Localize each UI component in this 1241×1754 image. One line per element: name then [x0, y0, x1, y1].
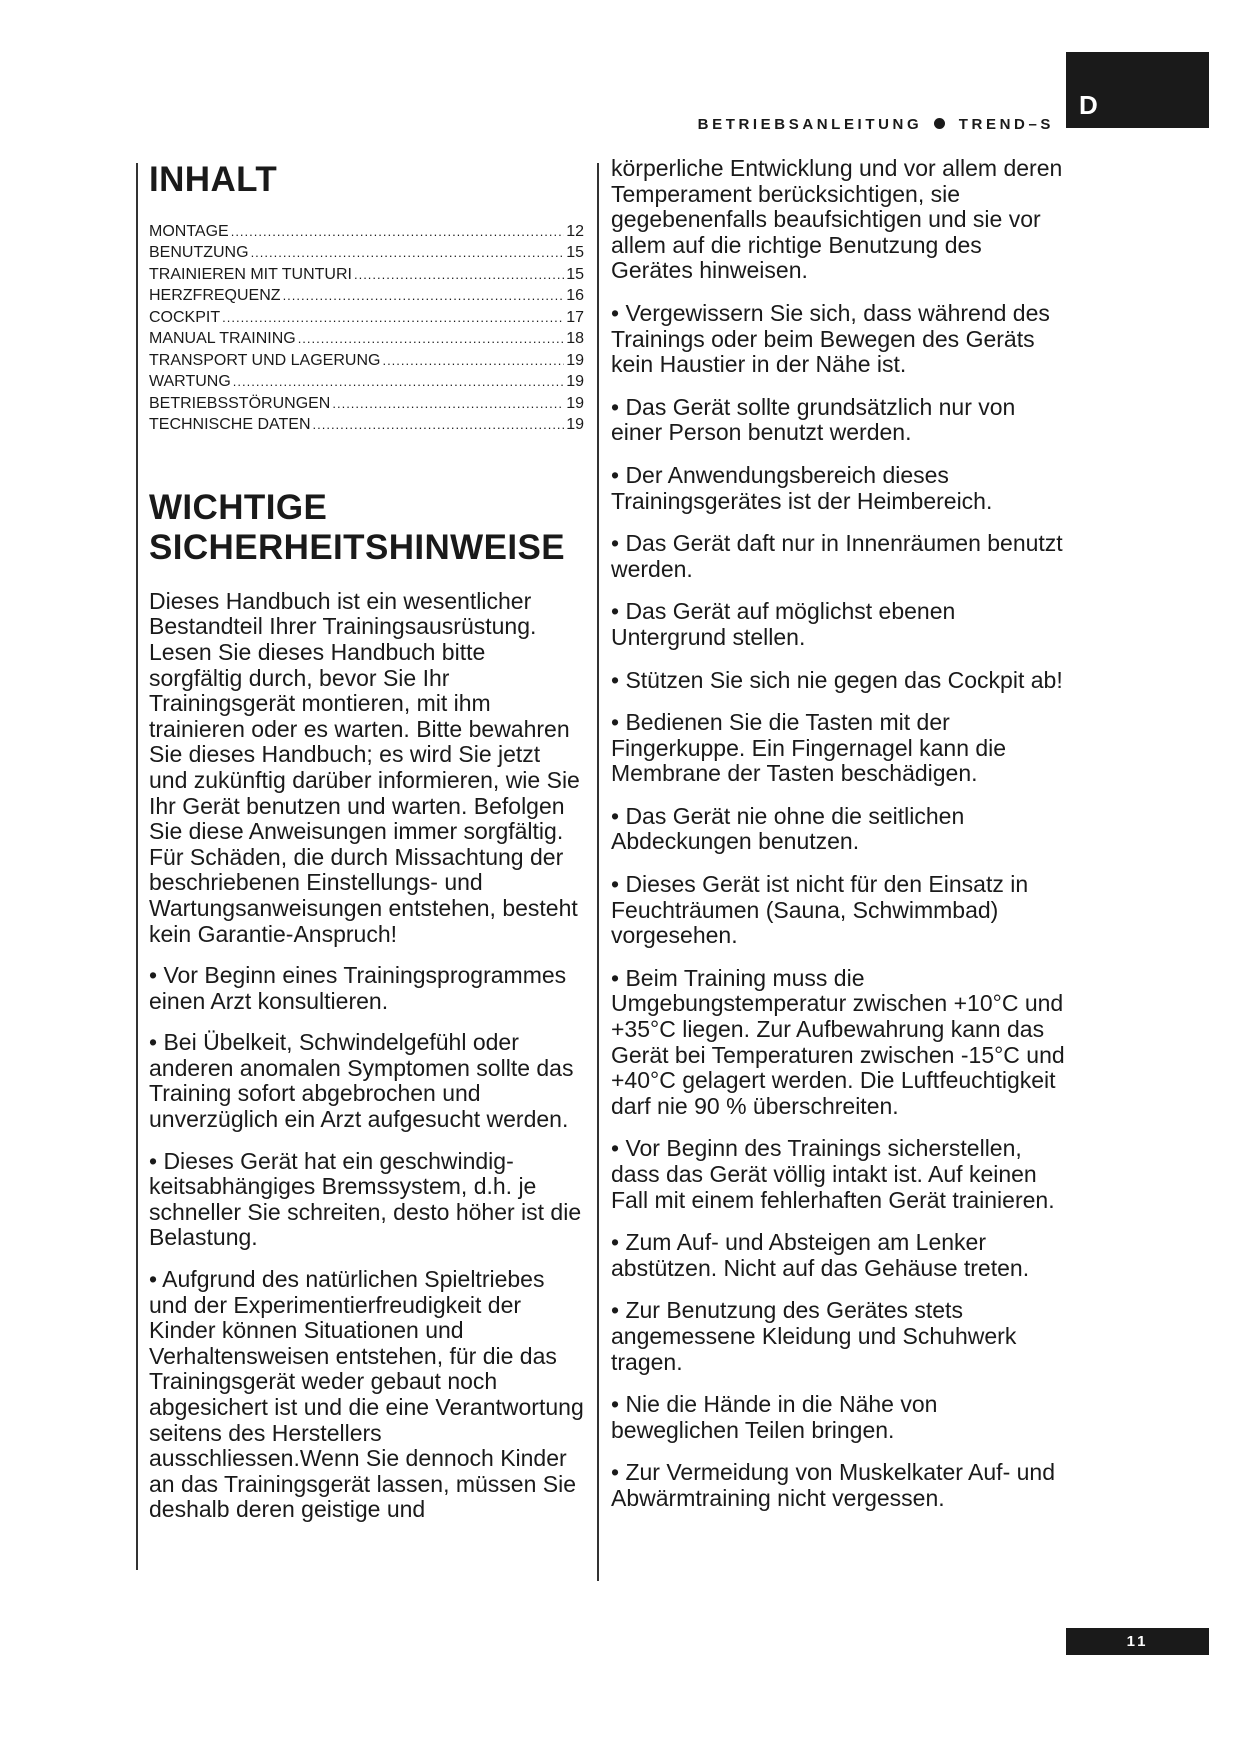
language-tab: D [1066, 52, 1209, 128]
safety-bullet: • Vergewissern Sie sich, dass während des Trainings oder beim Bewegen des Geräts kein Haustier in der Nähe ist. [611, 299, 1050, 378]
toc-entry [149, 414, 584, 436]
safety-title [149, 488, 584, 569]
left-column-rule [136, 163, 138, 1570]
toc-entry-label: BETRIEBSSTÖRUNGEN [149, 394, 331, 412]
toc-entry [149, 328, 584, 350]
toc-entry [149, 350, 584, 372]
toc-entry-label: TRANSPORT UND LAGERUNG [149, 351, 381, 369]
safety-bullet: • Aufgrund des natürlichen Spieltriebes und der Experimentierfreudigkeit der Kinder können Situationen und Verhaltensweisen entstehen, für die das Trainingsgerät weder gebaut noch abgesichert ist und die eine Verantwortung seitens des Herstellers ausschliessen.Wenn Sie dennoch Kinder an das Trainingsgerät lassen, müssen Sie deshalb deren geistige und [149, 1266, 584, 1523]
middle-column-rule [597, 163, 599, 1581]
running-header [698, 116, 1054, 133]
safety-bullet: • Das Gerät nie ohne die seitlichen Abdeckungen benutzen. [611, 802, 965, 855]
toc-entry-page: 19 [566, 351, 584, 369]
safety-bullet: • Das Gerät sollte grundsätzlich nur von einer Person benutzt werden. [611, 393, 1016, 446]
continuation-paragraph: körperliche Entwicklung und vor allem deren Temperament berücksichtigen, sie gegebenenfalls beaufsichtigen und sie vor allem auf die richtige Benutzung des Gerätes hinweisen. [611, 155, 1063, 284]
safety-bullet: • Vor Beginn eines Trainingsprogrammes einen Arzt konsultieren. [149, 962, 567, 1014]
toc-entry-label: MANUAL TRAINING [149, 330, 296, 348]
bullet-dot-icon [934, 118, 945, 129]
safety-bullet: • Dieses Gerät ist nicht für den Einsatz in Feuchträumen (Sauna, Schwimmbad) vorgesehen. [611, 871, 1029, 949]
toc-entry-label: HERZFREQUENZ [149, 287, 281, 305]
toc-entry-page: 19 [566, 373, 584, 391]
toc-entry-page: 12 [566, 222, 584, 240]
toc-title: INHALT [149, 160, 278, 199]
safety-bullet: • Zur Benutzung des Gerätes stets angemessene Kleidung und Schuhwerk tragen. [611, 1297, 1017, 1375]
safety-bullet: • Nie die Hände in die Nähe von beweglichen Teilen bringen. [611, 1391, 938, 1443]
toc-entry-page: 17 [566, 308, 584, 326]
toc-entry-page: 19 [566, 416, 584, 434]
toc-entry-page: 16 [566, 287, 584, 305]
toc-entry [149, 371, 584, 393]
safety-bullet: • Bei Übelkeit, Schwindelgefühl oder anderen anomalen Symptomen sollte das Training sofort abgebrochen und unverzüglich ein Arzt aufgesucht werden. [149, 1029, 574, 1133]
safety-bullet: • Das Gerät daft nur in Innenräumen benutzt werden. [611, 530, 1063, 582]
toc-entry-label: BENUTZUNG [149, 244, 249, 262]
safety-bullet: • Dieses Gerät hat ein geschwindig-keitsabhängiges Bremssystem, d.h. je schneller Sie schreiten, desto höher ist die Belastung. [149, 1147, 582, 1251]
safety-bullet: • Beim Training muss die Umgebungstemperatur zwischen +10°C und +35°C liegen. Zur Aufbewahrung kann das Gerät bei Temperaturen zwischen -15°C und +40°C gelagert werden. Die Luftfeuchtigkeit darf nie 90 % überschreiten. [611, 964, 1065, 1119]
toc-entry-label: TRAINIEREN MIT TUNTURI [149, 265, 352, 283]
safety-bullet: • Bedienen Sie die Tasten mit der Fingerkuppe. Ein Fingernagel kann die Membrane der Tasten beschädigen. [611, 709, 1007, 787]
toc-entry-label: WARTUNG [149, 373, 231, 391]
toc-entry [149, 307, 584, 329]
page-number: 11 [1066, 1628, 1209, 1655]
safety-bullet: • Vor Beginn des Trainings sicherstellen, dass das Gerät völlig intakt ist. Auf keinen Fall mit einem fehlerhaften Gerät trainieren. [611, 1135, 1055, 1213]
safety-title-line1: WICHTIGE [149, 487, 328, 527]
toc-entry-label: COCKPIT [149, 308, 221, 326]
toc-entry [149, 221, 584, 243]
header-manual-label: BETRIEBSANLEITUNG [697, 116, 923, 133]
right-column [611, 156, 1066, 1512]
safety-bullet: • Zur Vermeidung von Muskelkater Auf- und Abwärmtraining nicht vergessen. [611, 1459, 1055, 1511]
toc-entry [149, 264, 584, 286]
safety-title-line2: SICHERHEITSHINWEISE [149, 528, 565, 568]
safety-bullet: • Stützen Sie sich nie gegen das Cockpit ab! [611, 666, 1063, 693]
toc-entry-page: 19 [566, 394, 584, 412]
safety-bullet: • Das Gerät auf möglichst ebenen Untergrund stellen. [611, 598, 956, 650]
toc-entry-page: 15 [566, 244, 584, 262]
toc-entry [149, 285, 584, 307]
table-of-contents [149, 221, 584, 436]
toc-entry [149, 393, 584, 415]
header-model-label: TREND–S [958, 116, 1054, 133]
toc-entry [149, 242, 584, 264]
safety-bullet: • Der Anwendungsbereich dieses Trainingsgerätes ist der Heimbereich. [611, 461, 993, 514]
left-column [149, 160, 584, 1523]
toc-entry-label: TECHNISCHE DATEN [149, 416, 311, 434]
toc-entry-label: MONTAGE [149, 222, 229, 240]
safety-bullet: • Zum Auf- und Absteigen am Lenker abstützen. Nicht auf das Gehäuse treten. [611, 1229, 1030, 1281]
toc-entry-page: 18 [566, 330, 584, 348]
safety-intro-paragraph: Dieses Handbuch ist ein wesentlicher Bestandteil Ihrer Trainingsausrüstung. Lesen Sie dieses Handbuch bitte sorgfältig durch, bevor Sie Ihr Trainingsgerät montieren, mit ihm trainieren oder es warten. Bitte bewahren Sie dieses Handbuch; es wird Sie jetzt und zukünftig darüber informieren, wie Sie Ihr Gerät benutzen und warten. Befolgen Sie diese Anweisungen immer sorgfältig. Für Schäden, die durch Missachtung der beschriebenen Einstellungs- und Wartungsanweisungen entstehen, besteht kein Garantie-Anspruch! [149, 587, 580, 947]
toc-entry-page: 15 [566, 265, 584, 283]
